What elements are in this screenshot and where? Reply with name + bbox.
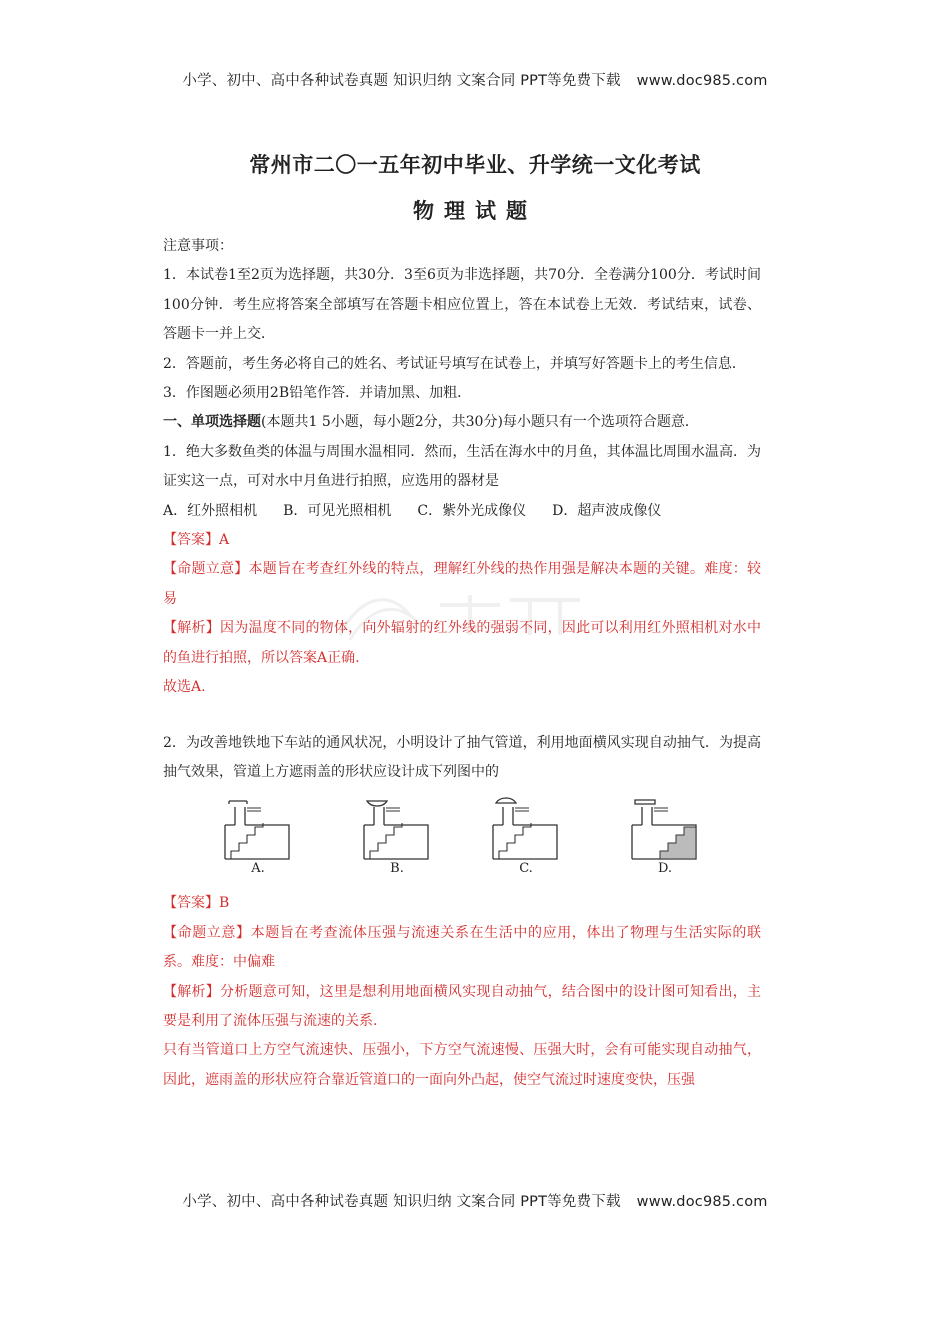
figure-c <box>491 795 571 887</box>
question-2-intent: 【命题立意】本题旨在考查流体压强与流速关系在生活中的应用，体出了物理与生活实际的联系。难度：中偏难 <box>163 924 761 971</box>
notice-item: 1．本试卷1至2页为选择题，共30分．3至6页为非选择题，共70分．全卷满分100分．考试时间100分钟．考生应将答案全部填写在答题卡相应位置上，答在本试卷上无效．考试结束，试卷、答题卡一并上交． <box>163 267 761 343</box>
page-header <box>0 69 950 90</box>
question-1-answer: 【答案】A <box>163 532 230 549</box>
figure-d <box>630 795 710 887</box>
option-a: A．红外照相机 <box>163 502 258 519</box>
footer-url[interactable]: www.doc985.com <box>636 1194 768 1210</box>
figure-c-label: C. <box>519 861 533 877</box>
question-2-stem: 2．为改善地铁地下车站的通风状况，小明设计了抽气管道，利用地面横风实现自动抽气．为提高抽气效果，管道上方遮雨盖的形状应设计成下列图中的 <box>163 734 761 780</box>
question-1-options <box>163 497 761 526</box>
section-heading <box>163 408 761 437</box>
section-label: 一、单项选择题 <box>163 414 261 431</box>
figure-b <box>362 795 442 887</box>
question-2-answer: 【答案】B <box>163 895 230 912</box>
exam-subtitle: 物理试题 <box>413 199 537 223</box>
notice-item: 2．答题前，考生务必将自己的姓名、考试证号填写在试卷上，并填写好答题卡上的考生信息． <box>163 355 746 372</box>
footer-text: 小学、初中、高中各种试卷真题 知识归纳 文案合同 PPT等免费下载 <box>182 1194 621 1210</box>
option-d: D．超声波成像仪 <box>552 502 662 519</box>
option-b: B．可见光照相机 <box>283 502 392 519</box>
page-footer <box>0 1190 950 1211</box>
figure-b-diagram <box>362 795 442 861</box>
figure-b-label: B. <box>390 861 404 877</box>
question-1-conclusion: 故选A. <box>163 679 206 696</box>
header-text: 小学、初中、高中各种试卷真题 知识归纳 文案合同 PPT等免费下载 <box>182 73 621 89</box>
question-1-stem: 1．绝大多数鱼类的体温与周围水温相同．然而，生活在海水中的月鱼，其体温比周围水温高．为证实这一点，可对水中月鱼进行拍照，应选用的器材是 <box>163 443 761 490</box>
figure-d-diagram <box>630 795 710 861</box>
figure-a-label: A. <box>251 861 265 877</box>
header-url[interactable]: www.doc985.com <box>636 73 768 89</box>
notice-item: 3．作图题必须用2B铅笔作答．并请加黑、加粗． <box>163 385 472 402</box>
question-2-analysis: 【解析】分析题意可知，这里是想利用地面横风实现自动抽气，结合图中的设计图可知看出，主要是利用了流体压强与流速的关系. <box>163 983 761 1029</box>
option-c: C．紫外光成像仪 <box>417 502 527 519</box>
question-2-continuation: 只有当管道口上方空气流速快、压强小，下方空气流速慢、压强大时，会有可能实现自动抽气，因此，遮雨盖的形状应符合靠近管道口的一面向外凸起，使空气流过时速度变快，压强 <box>163 1042 761 1088</box>
exam-content <box>163 232 761 1095</box>
figure-a-diagram <box>223 795 303 861</box>
figure-d-label: D. <box>657 861 673 877</box>
exam-title: 常州市二〇一五年初中毕业、升学统一文化考试 <box>249 153 701 177</box>
section-desc: (本题共1 5小题，每小题2分，共30分)每小题只有一个选项符合题意． <box>261 414 699 431</box>
figure-a <box>223 795 303 887</box>
question-1-analysis: 【解析】因为温度不同的物体，向外辐射的红外线的强弱不同，因此可以利用红外照相机对水中的鱼进行拍照，所以答案A正确. <box>163 620 761 666</box>
question-2-figures <box>163 795 761 887</box>
notice-heading: 注意事项： <box>163 238 233 254</box>
figure-c-diagram <box>491 795 571 861</box>
question-1-intent: 【命题立意】本题旨在考查红外线的特点，理解红外线的热作用强是解决本题的关键。难度：较易 <box>163 561 761 607</box>
